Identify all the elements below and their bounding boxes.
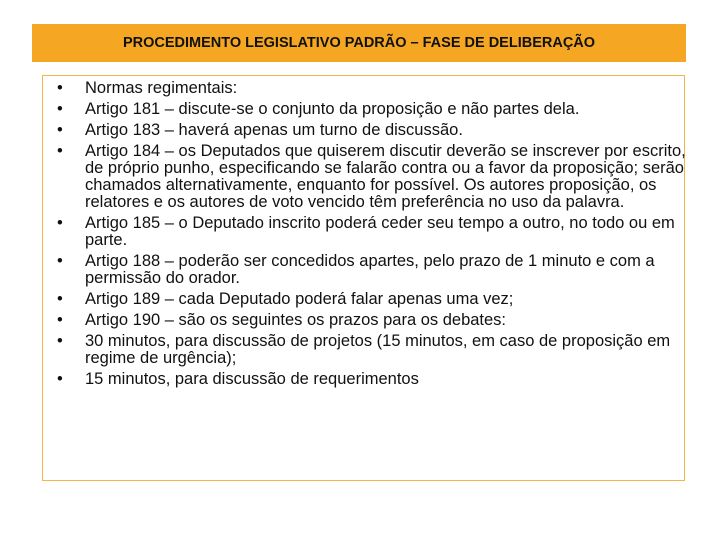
list-item: [51, 143, 687, 211]
bullet-icon: •: [57, 121, 63, 139]
bullet-icon: •: [57, 332, 63, 350]
list-item-text: Artigo 181 – discute-se o conjunto da proposição e não partes dela.: [85, 100, 580, 118]
bullet-list: [51, 80, 687, 392]
slide-title: PROCEDIMENTO LEGISLATIVO PADRÃO – FASE DE DELIBERAÇÃO: [122, 35, 596, 51]
title-bar: [32, 24, 686, 62]
list-item-text: Artigo 189 – cada Deputado poderá falar apenas uma vez;: [85, 290, 514, 308]
list-item: [51, 215, 687, 249]
bullet-icon: •: [57, 100, 63, 118]
list-item-text: 15 minutos, para discussão de requerimentos: [85, 370, 419, 388]
list-item: [51, 80, 687, 97]
list-item: [51, 312, 687, 329]
list-item: [51, 291, 687, 308]
list-item-text: Artigo 185 – o Deputado inscrito poderá ceder seu tempo a outro, no todo ou em parte.: [85, 214, 675, 249]
bullet-icon: •: [57, 214, 63, 232]
list-item: [51, 122, 687, 139]
list-item: [51, 101, 687, 118]
list-item: [51, 253, 687, 287]
bullet-icon: •: [57, 252, 63, 270]
list-item-text: Artigo 184 – os Deputados que quiserem discutir deverão se inscrever por escrito, de próprio punho, especificando se falarão contra ou a favor da proposição; serão chamados alternativamente, enquanto for possível. Os autores proposição, os relatores e os autores de voto vencido têm preferência no uso da palavra.: [85, 142, 686, 211]
bullet-icon: •: [57, 79, 63, 97]
content-box: [42, 75, 685, 481]
list-item: [51, 333, 687, 367]
bullet-icon: •: [57, 370, 63, 388]
bullet-icon: •: [57, 290, 63, 308]
list-item-text: Artigo 188 – poderão ser concedidos apartes, pelo prazo de 1 minuto e com a permissão do orador.: [85, 252, 655, 287]
list-item-text: Normas regimentais:: [85, 79, 238, 97]
list-item-text: 30 minutos, para discussão de projetos (15 minutos, em caso de proposição em regime de urgência);: [85, 332, 671, 367]
list-item-text: Artigo 190 – são os seguintes os prazos para os debates:: [85, 311, 507, 329]
bullet-icon: •: [57, 311, 63, 329]
list-item: [51, 371, 687, 388]
list-item-text: Artigo 183 – haverá apenas um turno de discussão.: [85, 121, 463, 139]
bullet-icon: •: [57, 142, 63, 160]
